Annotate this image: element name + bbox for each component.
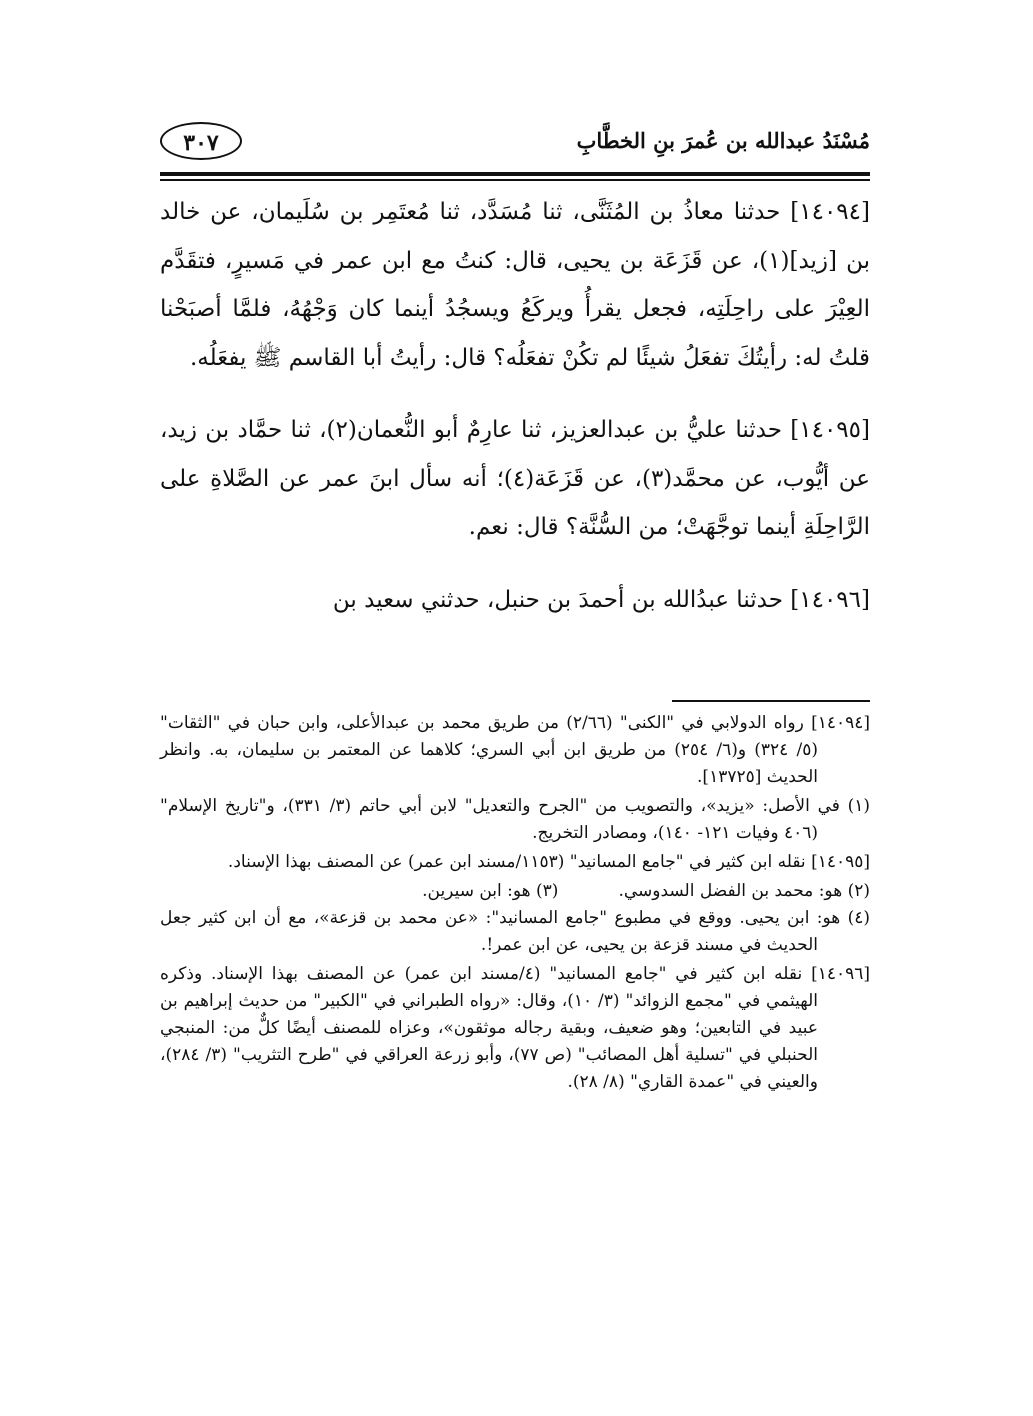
footnote-4: (٤) هو: ابن يحيى. ووقع في مطبوع "جامع المسانيد": «عن محمد بن قزعة»، مع أن ابن كثير جعل الحديث في مسند قزعة بن يحيى، عن ابن عمر!. bbox=[160, 908, 870, 955]
hadith-14096: [١٤٠٩٦] حدثنا عبدُالله بن أحمدَ بن حنبل، حدثني سعيد بن bbox=[332, 586, 870, 613]
footnote-3: (٣) هو: ابن سيرين. bbox=[422, 881, 559, 901]
header-rule-thin bbox=[160, 179, 870, 181]
footnotes bbox=[160, 710, 870, 1098]
page-number: ٣٠٧ bbox=[160, 122, 242, 160]
main-text bbox=[160, 188, 870, 624]
hadith-14094: [١٤٠٩٤] حدثنا معاذُ بن المُثَنَّى، ثنا مُسَدَّد، ثنا مُعتَمِر بن سُلَيمان، عن خالد بن [زيد](١)، عن قَزَعَة بن يحيى، قال: كنتُ مع ابن عمر في مَسيرٍ، فتقَدَّم العِيْرَ على راحِلَتِه، فجعل يقرأُ ويركَعُ ويسجُدُ أينما كان وَجْهُهُ، فلمَّا أصبَحْنا قلتُ له: رأيتُكَ تفعَلُ شيئًا لم تكُنْ تفعَلُه؟ قال: رأيتُ أبا القاسم ﷺ يفعَلُه. bbox=[160, 199, 870, 371]
footnote-separator bbox=[672, 700, 870, 702]
header-rule-thick bbox=[160, 172, 870, 176]
footnote-1: (١) في الأصل: «يزيد»، والتصويب من "الجرح والتعديل" لابن أبي حاتم (٣/ ٣٣١)، و"تاريخ الإسلام" (٤٠٦ وفيات ١٢١- ١٤٠)، ومصادر التخريج. bbox=[160, 796, 870, 843]
footnote-2: (٢) هو: محمد بن الفضل السدوسي. bbox=[618, 881, 870, 901]
footnote-14095: [١٤٠٩٥] نقله ابن كثير في "جامع المسانيد" (١١٥٣/مسند ابن عمر) عن المصنف بهذا الإسناد. bbox=[227, 852, 870, 872]
page-header bbox=[160, 118, 870, 168]
hadith-14095: [١٤٠٩٥] حدثنا عليُّ بن عبدالعزيز، ثنا عارِمٌ أبو النُّعمان(٢)، ثنا حمَّاد بن زيد، عن أيُّوب، عن محمَّد(٣)، عن قَزَعَة(٤)؛ أنه سأل ابنَ عمر عن الصَّلاةِ على الرَّاحِلَةِ أينما توجَّهَتْ؛ من السُّنَّة؟ قال: نعم. bbox=[160, 417, 871, 540]
footnote-row-2-3 bbox=[160, 878, 870, 905]
footnote-14094: [١٤٠٩٤] رواه الدولابي في "الكنى" (٢/٦٦) من طريق محمد بن عبدالأعلى، وابن حبان في "الثقات" (٥/ ٣٢٤) و(٦/ ٢٥٤) من طريق ابن أبي السري؛ كلاهما عن المعتمر بن سليمان، به. وانظر الحديث [١٣٧٢٥]. bbox=[160, 713, 870, 787]
running-title: مُسْنَدُ عبدالله بن عُمرَ بنِ الخطَّابِ bbox=[576, 128, 870, 153]
footnote-14096: [١٤٠٩٦] نقله ابن كثير في "جامع المسانيد" (٤/مسند ابن عمر) عن المصنف بهذا الإسناد. وذكره الهيثمي في "مجمع الزوائد" (٣/ ١٠)، وقال: «رواه الطبراني في "الكبير" من حديث إبراهيم بن عبيد في التابعين؛ وهو ضعيف، وبقية رجاله موثقون»، وعزاه للمصنف أيضًا كلٌّ من: المنبجي الحنبلي في "تسلية أهل المصائب" (ص ٧٧)، وأبو زرعة العراقي في "طرح التثريب" (٣/ ٢٨٤)، والعيني في "عمدة القاري" (٨/ ٢٨). bbox=[160, 964, 870, 1092]
